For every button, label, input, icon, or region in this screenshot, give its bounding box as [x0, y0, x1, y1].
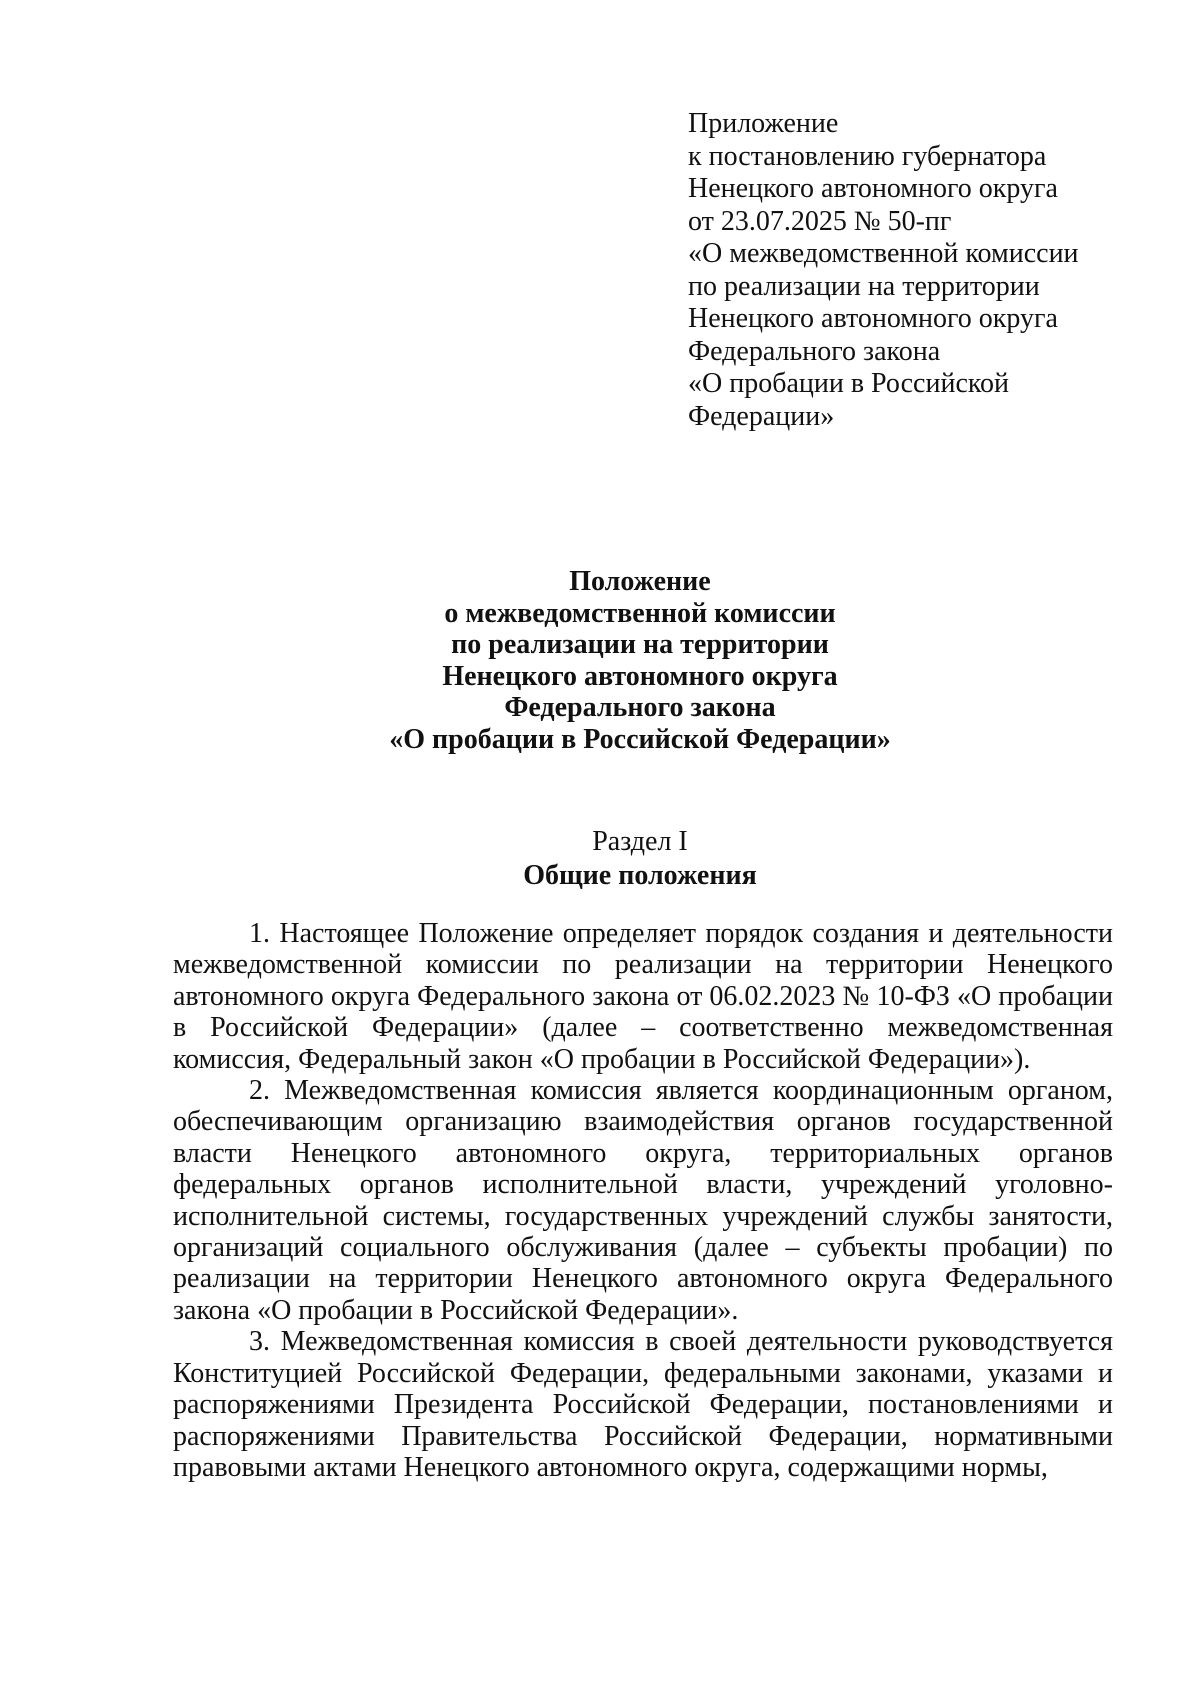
appendix-line: «О пробации в Российской	[688, 368, 1010, 399]
appendix-line: по реализации на территории	[688, 270, 1040, 302]
section-name: Общие положения	[523, 860, 757, 891]
document-title	[160, 566, 1120, 755]
section-label: Раздел I	[592, 826, 688, 857]
title-line: Федерального закона	[504, 692, 776, 723]
appendix-line: от 23.07.2025 № 50-пг	[688, 205, 952, 237]
paragraph-2: 2. Межведомственная комиссия является координационным органом, обеспечивающим организацию взаимодействия органов государственной власти Ненецкого автономного округа, территориальных органов федеральных органов исполнительной власти, учреждений уголовно-исполнительной системы, государственных учреждений службы занятости, организаций социального обслуживания (далее – субъекты пробации) по реализации на территории Ненецкого автономного округа Федерального закона «О пробации в Российской Федерации».	[173, 1075, 1113, 1326]
title-line: «О пробации в Российской Федерации»	[389, 723, 891, 755]
document-body	[173, 918, 1113, 1483]
appendix-line: к постановлению губернатора	[688, 140, 1047, 172]
paragraph-1: 1. Настоящее Положение определяет порядок создания и деятельности межведомственной комиссии по реализации на территории Ненецкого автономного округа Федерального закона от 06.02.2023 № 10-ФЗ «О пробации в Российской Федерации» (далее – соответственно межведомственная комиссия, Федеральный закон «О пробации в Российской Федерации»).	[173, 918, 1113, 1075]
appendix-line: Федерального закона	[688, 335, 941, 367]
appendix-line: Ненецкого автономного округа	[688, 173, 1058, 204]
appendix-line: Ненецкого автономного округа	[688, 303, 1058, 334]
title-line: Положение	[569, 566, 711, 597]
title-line: Ненецкого автономного округа	[442, 660, 838, 692]
appendix-line: Приложение	[688, 108, 839, 139]
appendix-line: Федерации»	[688, 400, 835, 432]
title-line: о межведомственной комиссии	[444, 597, 836, 629]
appendix-line: «О межведомственной комиссии	[688, 238, 1079, 269]
appendix-header	[688, 108, 1148, 433]
title-line: по реализации на территории	[451, 629, 829, 660]
paragraph-3: 3. Межведомственная комиссия в своей деятельности руководствуется Конституцией Российской Федерации, федеральными законами, указами и распоряжениями Президента Российской Федерации, постановлениями и распоряжениями Правительства Российской Федерации, нормативными правовыми актами Ненецкого автономного округа, содержащими нормы,	[173, 1326, 1113, 1483]
section-heading	[160, 825, 1120, 893]
